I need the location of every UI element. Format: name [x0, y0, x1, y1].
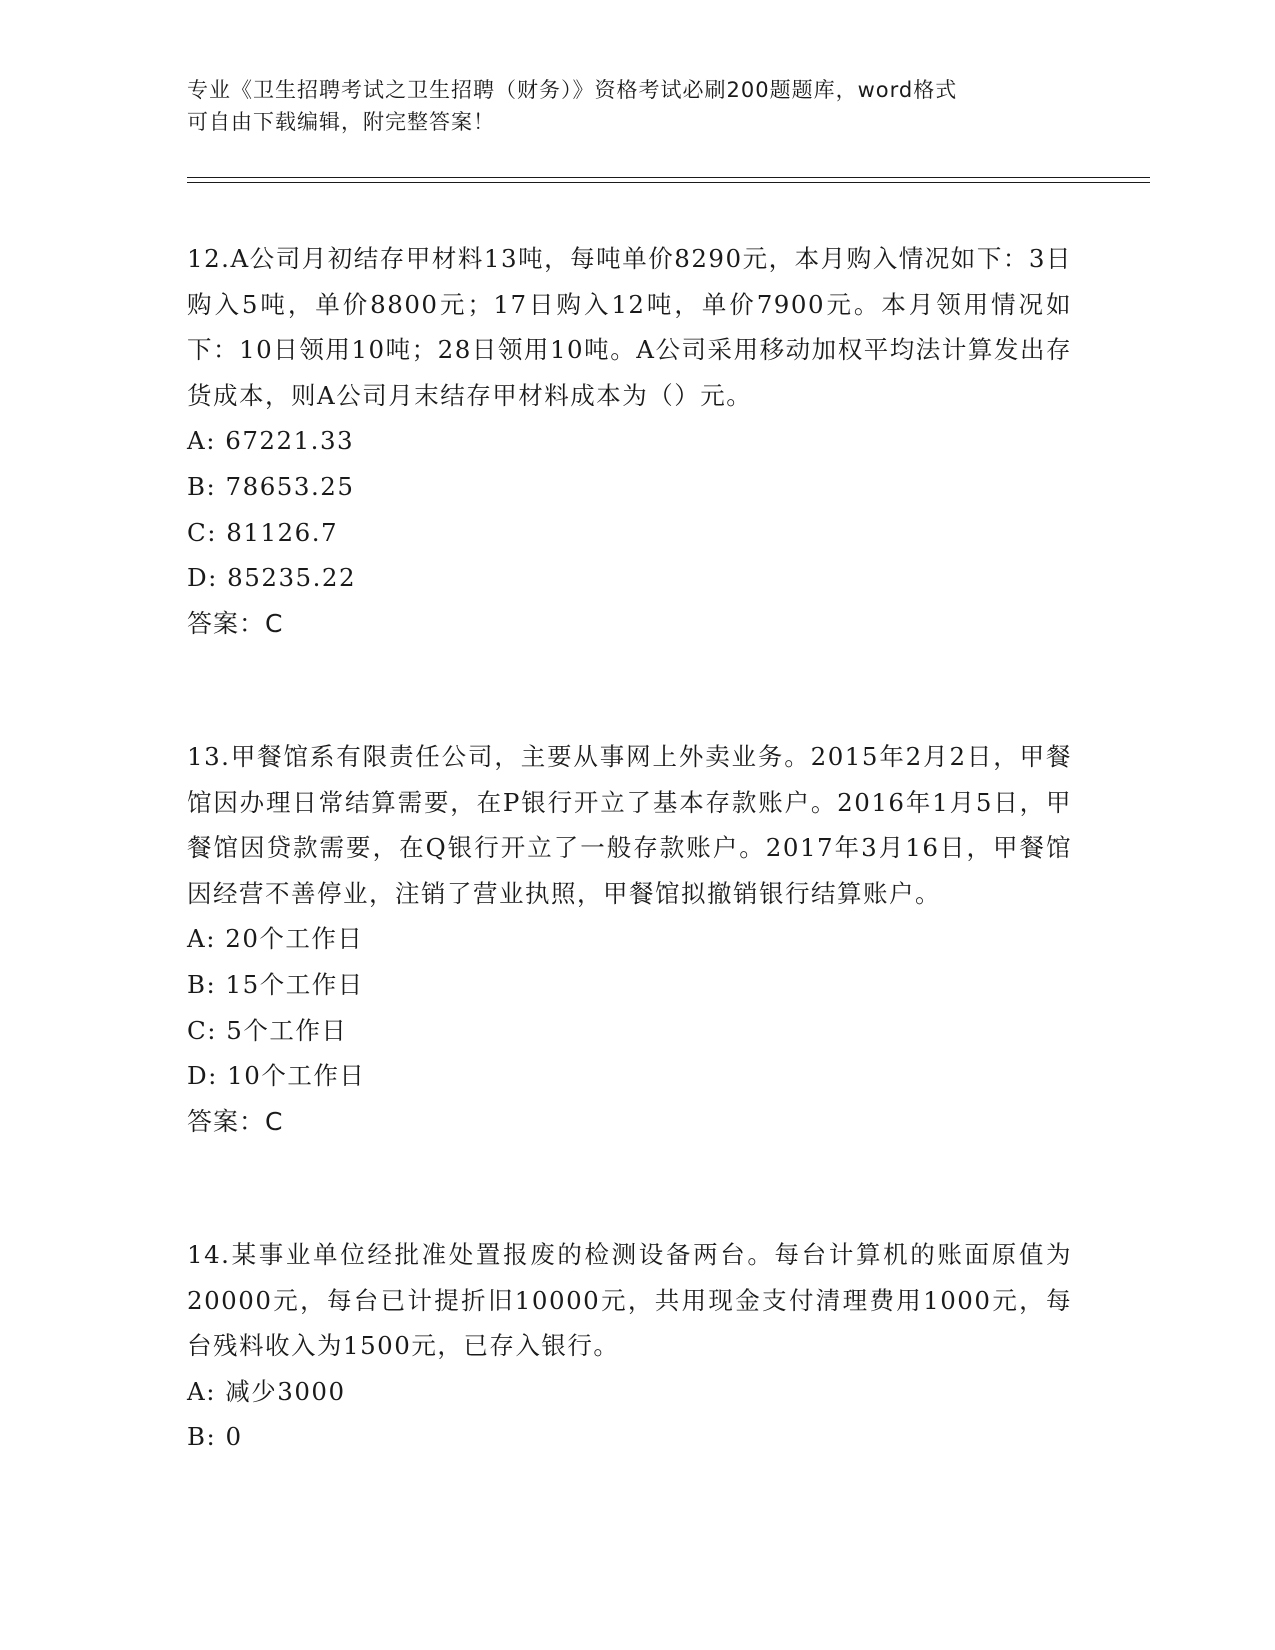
question-stem: 14.某事业单位经批准处置报废的检测设备两台。每台计算机的账面原值为20000元，每台已计提折旧10000元，共用现金支付清理费用1000元，每台残料收入为1500元，已存入银行。: [187, 1240, 1072, 1361]
header-title-line-1: 专业《卫生招聘考试之卫生招聘（财务）》资格考试必刷200题题库，word格式: [187, 78, 958, 102]
option-b: B: 15个工作日: [187, 969, 364, 999]
header-title-line-2: 可自由下载编辑，附完整答案！: [187, 110, 495, 134]
option-a: A: 减少3000: [187, 1376, 346, 1406]
option-b: B: 78653.25: [187, 471, 355, 501]
document-header: [187, 74, 1067, 138]
option-d: D: 10个工作日: [187, 1061, 366, 1091]
option-d: D: 85235.22: [187, 563, 357, 593]
option-c: C: 5个工作日: [187, 1015, 348, 1045]
answer: 答案：C: [187, 608, 284, 638]
question-13: [187, 734, 1072, 1144]
header-divider-bottom: [187, 182, 1150, 183]
question-stem: 13.甲餐馆系有限责任公司，主要从事网上外卖业务。2015年2月2日，甲餐馆因办理日常结算需要，在P银行开立了基本存款账户。2016年1月5日，甲餐馆因贷款需要，在Q银行开立了一般存款账户。2017年3月16日，甲餐馆因经营不善停业，注销了营业执照，甲餐馆拟撤销银行结算账户。: [187, 742, 1072, 908]
option-a: A: 20个工作日: [187, 924, 364, 954]
question-12: [187, 236, 1072, 646]
question-stem: 12.A公司月初结存甲材料13吨，每吨单价8290元，本月购入情况如下：3日购入5吨，单价8800元；17日购入12吨，单价7900元。本月领用情况如下：10日领用10吨；28日领用10吨。A公司采用移动加权平均法计算发出存货成本，则A公司月末结存甲材料成本为（）元。: [187, 244, 1072, 410]
option-a: A: 67221.33: [187, 426, 355, 456]
option-c: C: 81126.7: [187, 517, 339, 547]
header-divider-top: [187, 177, 1150, 178]
option-b: B: 0: [187, 1422, 243, 1452]
answer: 答案：C: [187, 1106, 284, 1136]
question-14: [187, 1232, 1072, 1460]
